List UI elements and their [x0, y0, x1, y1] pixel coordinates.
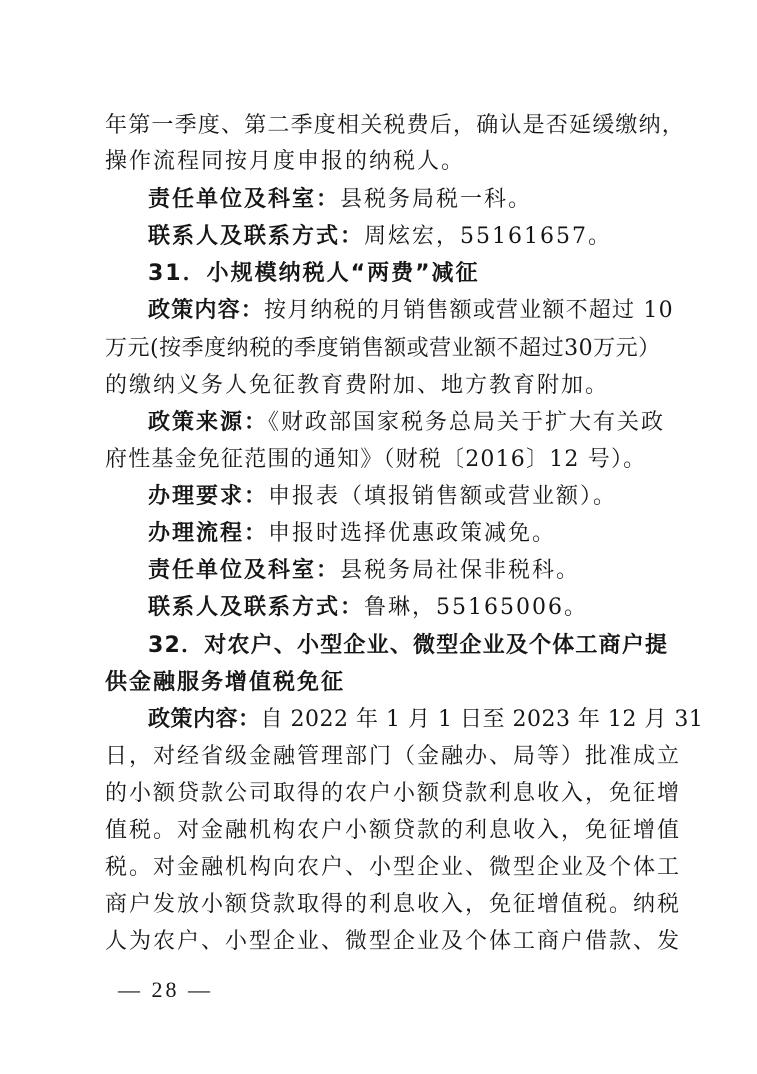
paragraph-line [105, 849, 682, 886]
paragraph-line [105, 812, 682, 849]
paragraph-line [105, 107, 686, 144]
field-value: 自 2022 年 1 月 1 日至 2023 年 12 月 31 [260, 707, 704, 732]
process-line [148, 515, 657, 552]
paragraph-line [105, 441, 657, 478]
contact-line [148, 218, 657, 255]
line-text: 年第一季度、第二季度相关税费后，确认是否延缓缴纳， [105, 113, 686, 138]
line-text: 府性基金免征范围的通知》（财税〔2016〕12 号）。 [105, 447, 647, 472]
field-value: 按月纳税的月销售额或营业额不超过 10 [264, 298, 674, 323]
field-value: 申报时选择优惠政策减免。 [268, 521, 557, 546]
paragraph-line [105, 775, 682, 812]
field-label: 政策来源： [148, 410, 269, 435]
responsible-unit-line [148, 181, 657, 218]
field-label: 责任单位及科室： [148, 558, 341, 583]
paragraph-line [105, 367, 657, 404]
heading-text: 31．小规模纳税人“两费”减征 [148, 261, 480, 286]
paragraph-line [105, 143, 657, 180]
heading-text: 供金融服务增值税免征 [105, 670, 346, 695]
field-label: 联系人及联系方式： [148, 224, 365, 249]
line-text: 的缴纳义务人免征教育费附加、地方教育附加。 [105, 373, 610, 398]
paragraph-line [105, 886, 682, 923]
field-value: 周炫宏，55161657。 [364, 224, 612, 249]
paragraph-line [105, 923, 682, 960]
field-label: 政策内容： [148, 707, 261, 732]
field-value: 鲁琳，55165006。 [364, 595, 588, 620]
line-text: 操作流程同按月度申报的纳税人。 [105, 149, 466, 174]
line-text: 值税。对金融机构农户小额贷款的利息收入，免征增值 [105, 818, 682, 843]
requirement-line [148, 478, 657, 515]
line-text: 税。对金融机构向农户、小型企业、微型企业及个体工 [105, 855, 682, 880]
field-label: 办理流程： [148, 521, 269, 546]
field-label: 联系人及联系方式： [148, 595, 365, 620]
field-label: 政策内容： [148, 298, 265, 323]
line-text: 人为农户、小型企业、微型企业及个体工商户借款、发 [105, 929, 682, 954]
page-number: — 28 — [118, 977, 213, 1002]
policy-content-line [148, 292, 674, 329]
policy-source-line [148, 404, 666, 441]
field-label: 办理要求： [148, 484, 269, 509]
paragraph-line [105, 738, 682, 775]
line-text: 日，对经省级金融管理部门（金融办、局等）批准成立 [105, 744, 682, 769]
line-text: 万元(按季度纳税的季度销售额或营业额不超过30万元） [105, 336, 661, 361]
field-value: 《财政部国家税务总局关于扩大有关政 [268, 410, 666, 435]
field-value: 申报表（填报销售额或营业额）。 [268, 484, 618, 509]
section-heading [148, 627, 669, 664]
field-value: 县税务局税一科。 [340, 187, 533, 212]
line-text: 商户发放小额贷款取得的利息收入，免征增值税。纳税 [105, 892, 682, 917]
line-text: 的小额贷款公司取得的农户小额贷款利息收入，免征增 [105, 781, 682, 806]
field-label: 责任单位及科室： [148, 187, 341, 212]
section-heading-continued [105, 664, 657, 701]
responsible-unit-line [148, 552, 657, 589]
section-heading [148, 255, 657, 292]
field-value: 县税务局社保非税科。 [340, 558, 581, 583]
paragraph-line [105, 330, 661, 367]
contact-line [148, 589, 657, 626]
policy-content-line [148, 701, 704, 738]
heading-text: 32．对农户、小型企业、微型企业及个体工商户提 [148, 633, 669, 658]
